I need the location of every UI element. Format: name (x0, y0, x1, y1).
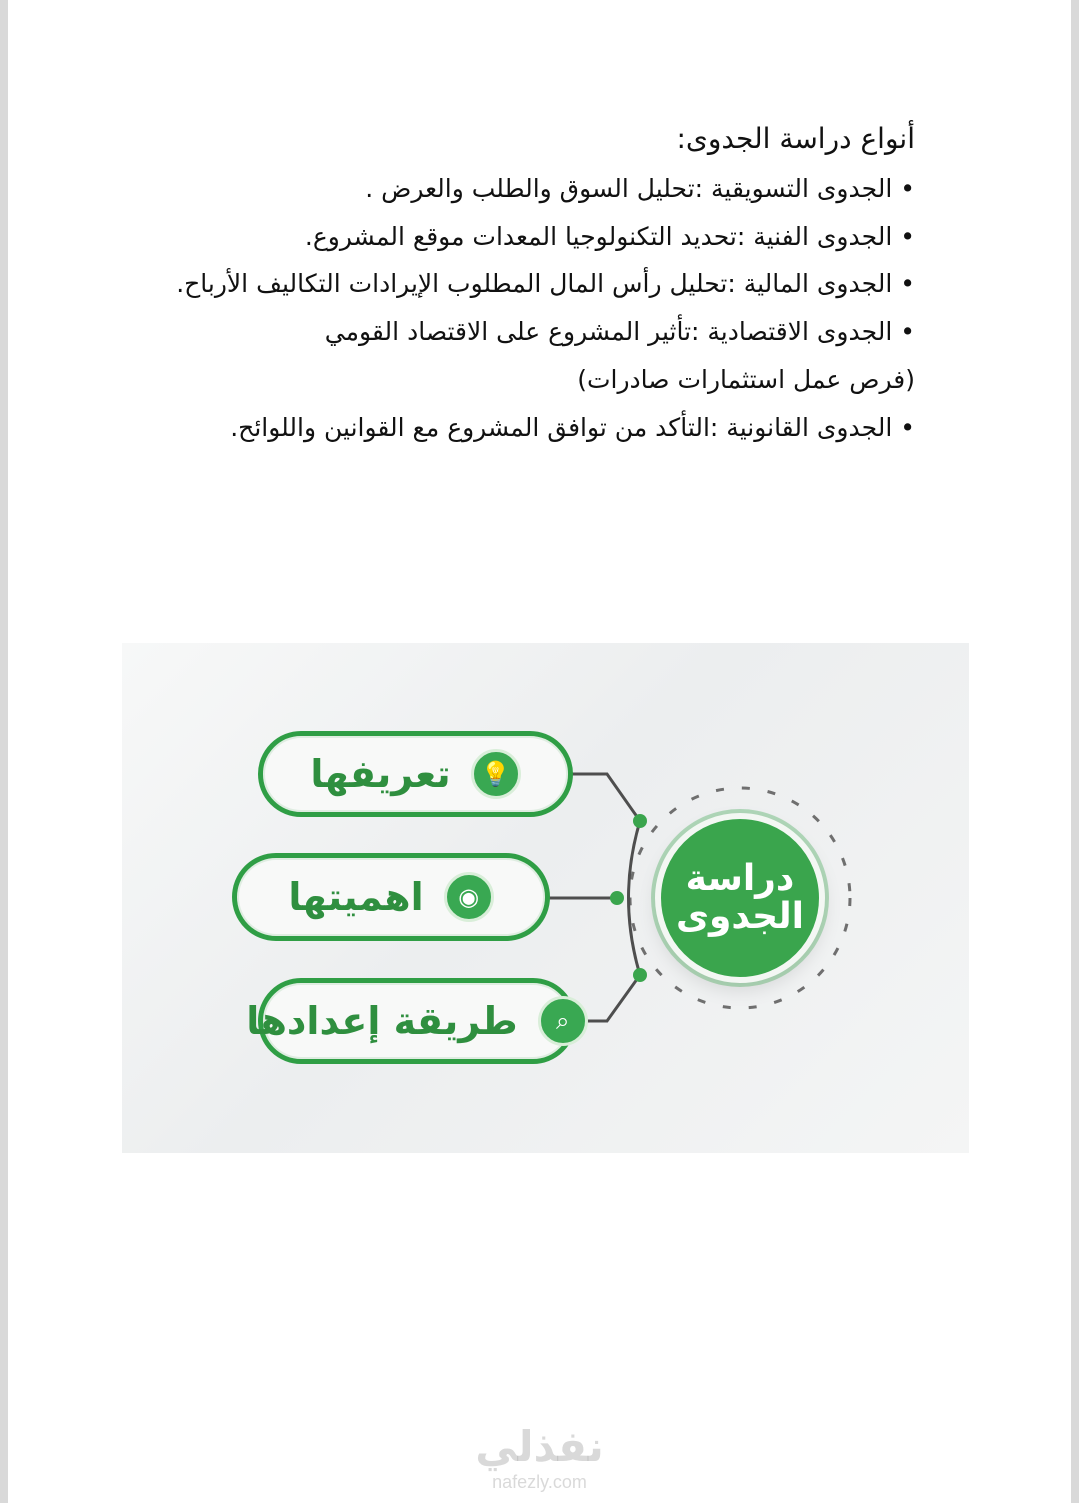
feasibility-type-line: (فرص عمل استثمارات صادرات) (577, 364, 915, 394)
feasibility-type-line: • الجدوى القانونية :التأكد من توافق المشروع مع القوانين واللوائح. (230, 412, 915, 442)
feasibility-study-infographic (122, 643, 969, 1153)
definition-label: تعريفها (310, 752, 451, 796)
center-title-line-1: دراسة (685, 858, 795, 900)
watermark-brand: نفذلي (475, 1422, 604, 1471)
center-title-line-2: الجدوى (676, 896, 804, 937)
watermark-url: nafezly.com (492, 1472, 587, 1492)
connector-node (633, 968, 647, 982)
connector-node (633, 814, 647, 828)
page-right-edge (1071, 0, 1079, 1503)
target-icon: ◉ (444, 872, 494, 922)
connector-node (610, 891, 624, 905)
feasibility-type-line: • الجدوى الاقتصادية :تأثير المشروع على الاقتصاد القومي (324, 317, 915, 347)
document-body (150, 120, 915, 458)
feasibility-type-line: • الجدوى التسويقية :تحليل السوق والطلب والعرض . (365, 173, 915, 203)
feasibility-type-line: • الجدوى المالية :تحليل رأس المال المطلوب الإيرادات التكاليف الأرباح. (176, 269, 915, 299)
center-topic-circle (655, 813, 825, 983)
search-icon: ⌕ (538, 996, 588, 1046)
preparation-method-pill (246, 978, 576, 1064)
lightbulb-icon: 💡 (471, 749, 521, 799)
page-left-edge (0, 0, 8, 1503)
importance-pill (232, 853, 550, 941)
nafezly-watermark (0, 1422, 1079, 1493)
preparation-method-label: طريقة إعدادها (246, 999, 518, 1043)
importance-label: اهميتها (288, 875, 424, 919)
definition-pill (258, 731, 573, 817)
feasibility-type-line: • الجدوى الفنية :تحديد التكنولوجيا المعدات موقع المشروع. (304, 221, 915, 251)
document-title: أنواع دراسة الجدوى: (676, 122, 915, 155)
connector-top (570, 774, 640, 821)
